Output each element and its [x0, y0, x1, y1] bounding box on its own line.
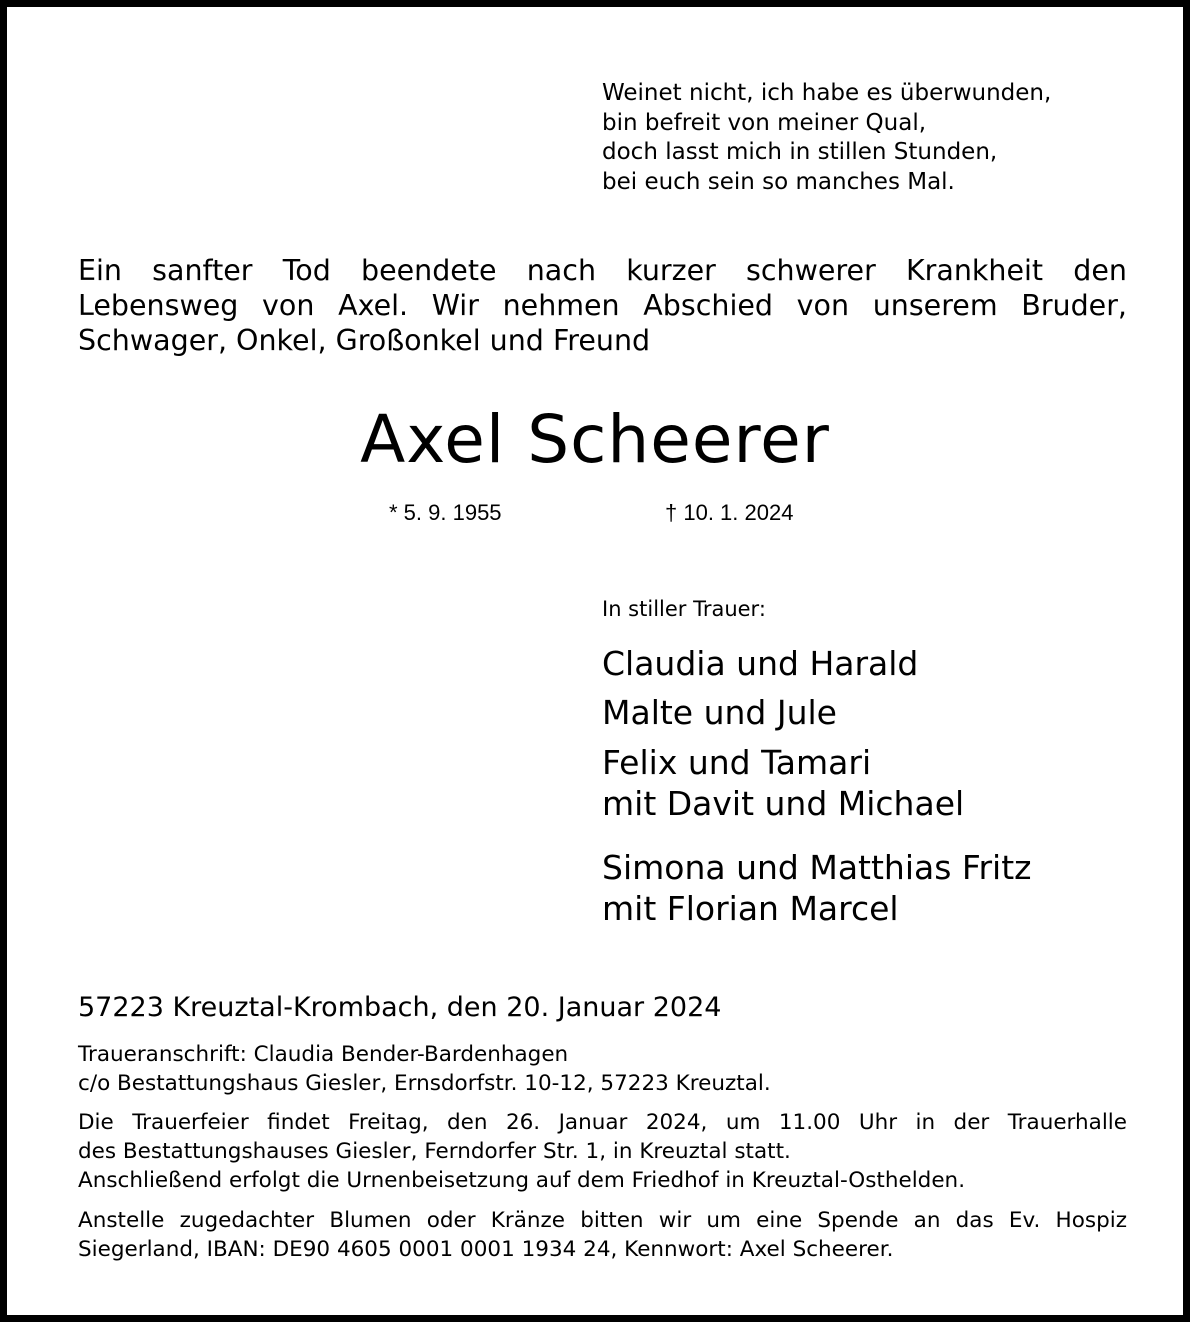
intro-line: Ein sanfter Tod beendete nach kurzer schwerer Krankheit den [78, 254, 1127, 287]
ceremony-line: Anschließend erfolgt die Urnenbeisetzung auf dem Friedhof in Kreuztal-Osthelden. [78, 1168, 966, 1193]
mourner-line: Simona und Matthias Fritz [602, 848, 1032, 887]
ceremony-line: Die Trauerfeier findet Freitag, den 26. Januar 2024, um 11.00 Uhr in der Trauerhalle [78, 1110, 1127, 1135]
address-line: c/o Bestattungshaus Giesler, Ernsdorfstr. 10-12, 57223 Kreuztal. [78, 1071, 771, 1096]
mourner-line: mit Davit und Michael [602, 784, 965, 823]
mourner-line: Claudia und Harald [602, 644, 919, 683]
mourner-line: Felix und Tamari [602, 743, 872, 782]
mourners-label: In stiller Trauer: [602, 597, 766, 621]
place-and-date: 57223 Kreuztal-Krombach, den 20. Januar 2024 [78, 992, 722, 1023]
donation-info [78, 1206, 1127, 1264]
donation-line: Siegerland, IBAN: DE90 4605 0001 0001 1934 24, Kennwort: Axel Scheerer. [78, 1237, 894, 1262]
mourner-line: mit Florian Marcel [602, 889, 899, 928]
poem-line: bin befreit von meiner Qual, [602, 109, 927, 136]
memorial-poem [602, 79, 1051, 197]
poem-line: bei euch sein so manches Mal. [602, 168, 955, 195]
intro-text [78, 253, 1127, 358]
intro-line: Schwager, Onkel, Großonkel und Freund [78, 324, 651, 357]
mourner-line: Malte und Jule [602, 693, 837, 732]
birth-date: * 5. 9. 1955 [389, 500, 502, 525]
ceremony-info [78, 1108, 1127, 1195]
poem-line: doch lasst mich in stillen Stunden, [602, 139, 998, 165]
donation-line: Anstelle zugedachter Blumen oder Kränze bitten wir um eine Spende an das Ev. Hospiz [78, 1208, 1127, 1233]
deceased-name: Axel Scheerer [360, 401, 830, 478]
poem-line: Weinet nicht, ich habe es überwunden, [602, 80, 1052, 106]
intro-line: Lebensweg von Axel. Wir nehmen Abschied von unserem Bruder, [78, 289, 1127, 322]
mourning-address [78, 1040, 1127, 1098]
address-line: Traueranschrift: Claudia Bender-Bardenhagen [78, 1042, 569, 1067]
death-date: † 10. 1. 2024 [665, 500, 794, 525]
ceremony-line: des Bestattungshauses Giesler, Ferndorfer Str. 1, in Kreuztal statt. [78, 1139, 791, 1164]
